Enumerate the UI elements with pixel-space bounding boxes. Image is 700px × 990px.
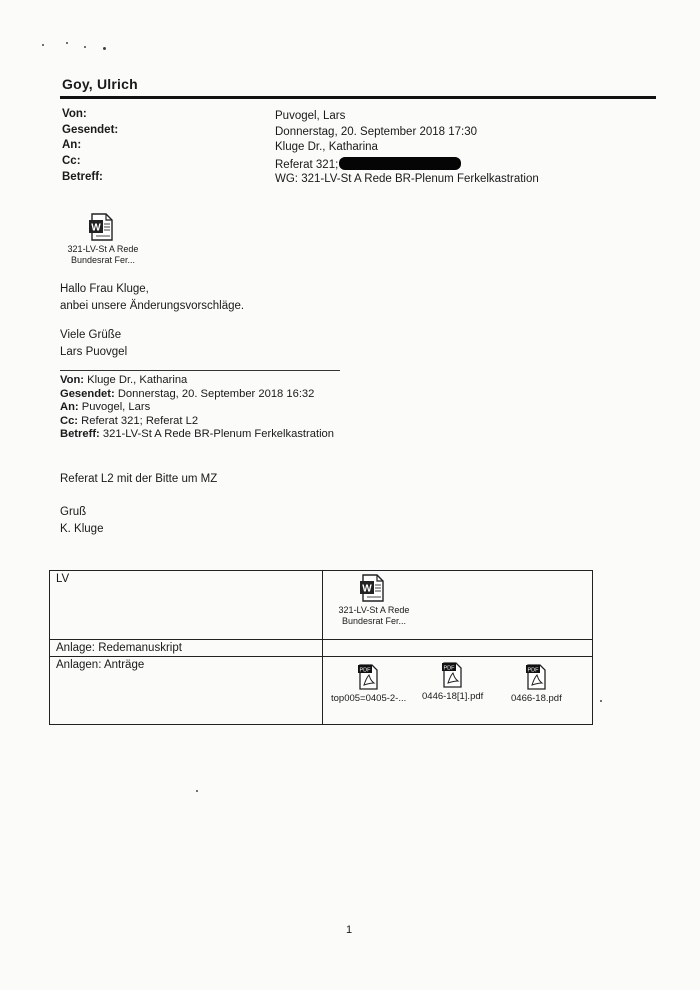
word-attachment-table[interactable] — [359, 573, 385, 606]
from-value: Puvogel, Lars — [275, 110, 346, 122]
table-cell-empty — [323, 640, 593, 657]
table-cell-lv-attachment — [323, 571, 593, 640]
sent-value: Donnerstag, 20. September 2018 17:30 — [275, 126, 478, 138]
fw-subject-label: Betreff: — [60, 428, 100, 440]
table-cell-lv — [50, 571, 323, 640]
fw-message: Referat L2 mit der Bitte um MZ — [60, 473, 218, 485]
fw-subject: 321-LV-St A Rede BR-Plenum Ferkelkastration — [102, 428, 335, 440]
sender-name: Goy, Ulrich — [62, 76, 138, 92]
attachment-line2: Bundesrat Fer... — [70, 255, 136, 265]
pdf-attachment-2[interactable] — [441, 661, 463, 692]
forwarded-header — [60, 374, 334, 442]
scan-speck — [42, 44, 44, 46]
lv-label: LV — [56, 573, 70, 585]
fw-to-label: An: — [60, 401, 79, 413]
body-line: anbei unsere Änderungsvorschläge. — [60, 300, 245, 312]
fw-from-label: Von: — [60, 374, 85, 386]
fw-cc: Referat 321; Referat L2 — [81, 414, 199, 427]
fw-to: Puvogel, Lars — [81, 401, 151, 413]
scan-speck — [103, 47, 106, 50]
cc-value — [275, 157, 461, 171]
redemanuskript-label: Anlage: Redemanuskript — [56, 642, 182, 654]
pdf-document-icon — [357, 663, 379, 691]
pdf-attachment-1[interactable] — [357, 663, 379, 694]
scan-speck — [600, 700, 602, 702]
table-row — [50, 640, 593, 657]
closing-greeting: Viele Grüße — [60, 329, 122, 341]
table-row — [50, 657, 593, 725]
redaction-bar — [339, 157, 461, 170]
svg-text:PDF: PDF — [359, 667, 371, 674]
greeting: Hallo Frau Kluge, — [60, 283, 149, 295]
pdf-name-3: 0466-18.pdf — [511, 693, 562, 704]
fw-signature: K. Kluge — [60, 523, 104, 535]
to-label: An: — [62, 139, 82, 151]
closing-signature: Lars Puovgel — [60, 346, 128, 358]
fw-from: Kluge Dr., Katharina — [87, 374, 188, 386]
pdf-document-icon — [441, 661, 463, 689]
fw-cc-label: Cc: — [60, 414, 79, 427]
page-number: 1 — [346, 924, 353, 936]
pdf-document-icon — [525, 663, 547, 691]
svg-text:PDF: PDF — [443, 665, 455, 672]
scan-speck — [66, 42, 68, 44]
pdf-attachments — [329, 659, 586, 721]
word-document-icon — [359, 573, 385, 603]
word-attachment-top[interactable] — [88, 212, 114, 247]
subject-value: WG: 321-LV-St A Rede BR-Plenum Ferkelkastration — [275, 173, 539, 185]
attachment-table — [49, 570, 593, 725]
cc-text: Referat 321; — [275, 159, 339, 171]
fw-sent: Donnerstag, 20. September 2018 16:32 — [117, 387, 315, 400]
cc-label: Cc: — [62, 155, 81, 167]
table-cell-pdfs — [323, 657, 593, 725]
to-value: Kluge Dr., Katharina — [275, 141, 378, 153]
forward-separator — [60, 370, 340, 371]
svg-text:PDF: PDF — [527, 667, 539, 674]
attachment-line1: 321-LV-St A Rede — [67, 244, 139, 254]
word-document-icon — [88, 212, 114, 242]
fw-closing: Gruß — [60, 506, 87, 518]
svg-text:W: W — [91, 222, 101, 234]
table-cell-antraege — [50, 657, 323, 725]
fw-sent-label: Gesendet: — [60, 387, 115, 400]
table-cell-redemanuskript — [50, 640, 323, 657]
subject-label: Betreff: — [62, 171, 103, 183]
attachment-line1: 321-LV-St A Rede — [338, 605, 410, 615]
pdf-name-1: top005=0405-2-... — [331, 693, 407, 704]
svg-text:W: W — [362, 583, 372, 595]
sent-label: Gesendet: — [62, 124, 119, 136]
lv-attachment-wrap — [329, 573, 586, 633]
table-word-label — [329, 605, 419, 627]
pdf-name-2: 0446-18[1].pdf — [422, 691, 484, 702]
word-attachment-label — [58, 244, 148, 266]
scan-speck — [84, 46, 86, 48]
attachment-line2: Bundesrat Fer... — [341, 616, 407, 626]
from-label: Von: — [62, 108, 87, 120]
pdf-attachment-3[interactable] — [525, 663, 547, 694]
table-row — [50, 571, 593, 640]
antraege-label: Anlagen: Anträge — [56, 659, 145, 671]
header-rule — [60, 96, 656, 99]
scan-speck — [196, 790, 198, 792]
